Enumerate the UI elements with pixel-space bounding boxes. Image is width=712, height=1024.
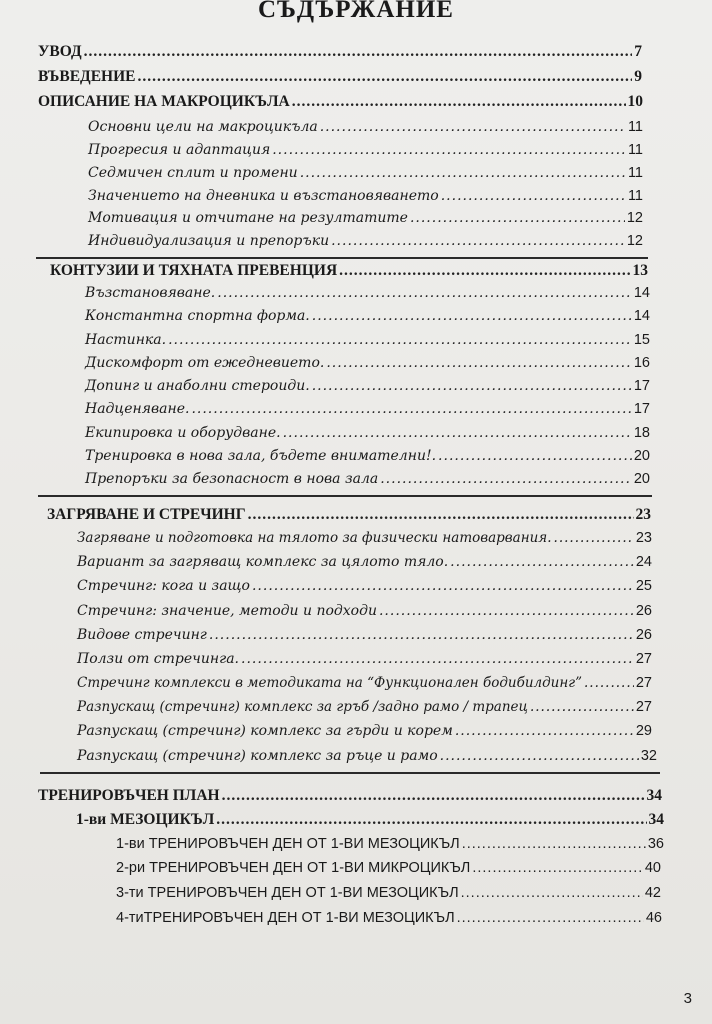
leader-dots [472,860,643,876]
toc-item[interactable] [88,119,643,135]
toc-entry-label: Значението на дневника и възстановяването [88,188,439,204]
toc-item[interactable] [85,378,650,394]
leader-dots [217,285,632,301]
leader-dots [440,748,639,764]
toc-entry-label: Възстановяване. [85,285,216,301]
leader-dots [457,910,644,926]
toc-entry-page: 27 [635,699,652,715]
toc-entry-page: 26 [635,627,652,643]
toc-title: СЪДЪРЖАНИЕ [258,0,454,23]
toc-item[interactable] [85,401,650,417]
toc-item[interactable] [88,210,643,226]
toc-entry-page: 11 [627,142,643,158]
leader-dots [241,651,634,667]
toc-item[interactable] [77,554,652,570]
toc-entry-page: 23 [635,506,651,523]
toc-entry-page: 27 [635,651,652,667]
leader-dots [450,554,634,570]
leader-dots [252,578,634,594]
toc-entry-label: ВЪВЕДЕНИЕ [38,68,136,85]
toc-entry-page: 23 [635,530,652,546]
toc-item[interactable] [88,165,643,181]
toc-entry-page: 27 [635,675,652,691]
leader-dots [216,811,646,829]
leader-dots [222,787,645,805]
leader-dots [462,836,646,852]
toc-entry-label: Вариант за загряващ комплекс за цялото тяло. [77,554,449,570]
toc-entry-label: Видове стречинг [77,627,207,643]
section-divider [36,257,648,259]
toc-item[interactable] [85,425,650,441]
toc-entry-label: 1-ви ТРЕНИРОВЪЧЕН ДЕН ОТ 1-ВИ МЕЗОЦИКЪЛ [116,836,460,852]
toc-entry-label: Настинка. [85,332,167,348]
toc-entry-label: Стречинг: значение, методи и подходи [77,603,377,619]
toc-entry-label: УВОД [38,43,82,60]
toc-item[interactable] [77,723,652,739]
toc-entry-page: 17 [633,401,650,417]
leader-dots [272,142,626,158]
toc-entry-page: 15 [633,332,650,348]
toc-entry-page: 9 [634,68,642,85]
toc-entry-page: 10 [627,93,643,110]
leader-dots [331,233,625,249]
toc-section-training-plan[interactable] [38,787,662,805]
toc-entry-label: Надценяване. [85,401,190,417]
toc-entry-page: 34 [648,811,664,828]
page-number: 3 [683,990,692,1007]
toc-entry-page: 20 [633,448,650,464]
toc-item[interactable] [85,308,650,324]
toc-entry-label: Загряване и подготовка на тялото за физически натоварвания. [77,530,552,546]
toc-entry-label: 2-ри ТРЕНИРОВЪЧЕН ДЕН ОТ 1-ВИ МИКРОЦИКЪЛ [116,860,471,876]
toc-entry-page: 16 [633,355,650,371]
toc-entry-page: 14 [633,285,650,301]
toc-item[interactable] [77,675,652,691]
toc-entry-label: Разпускащ (стречинг) комплекс за гърди и корем [77,723,453,739]
toc-item[interactable] [85,448,650,464]
toc-entry-label: Препоръки за безопасност в нова зала [85,471,379,487]
toc-item[interactable] [85,332,650,348]
toc-entry-label: Прогресия и адаптация [88,142,271,158]
toc-entry-page: 17 [633,378,650,394]
toc-day-item[interactable] [116,910,662,926]
section-divider [38,495,652,497]
leader-dots [84,43,633,61]
leader-dots [292,93,626,111]
toc-entry-page: 32 [640,748,657,764]
toc-item[interactable] [88,142,643,158]
toc-entry-label: КОНТУЗИИ И ТЯХНАТА ПРЕВЕНЦИЯ [50,262,338,279]
toc-entry-page: 25 [635,578,652,594]
toc-entry-page: 13 [632,262,648,279]
toc-item[interactable] [77,578,652,594]
leader-dots [320,119,626,135]
toc-item[interactable] [88,188,643,204]
toc-entry-page: 36 [647,836,664,852]
toc-item[interactable] [77,748,657,764]
toc-entry-page: 26 [635,603,652,619]
toc-entry-label: ОПИСАНИЕ НА МАКРОЦИКЪЛА [38,93,290,110]
leader-dots [554,530,634,546]
leader-dots [441,188,626,204]
leader-dots [209,627,634,643]
toc-entry-page: 42 [644,885,661,901]
toc-entry-page: 11 [627,188,643,204]
leader-dots [312,378,632,394]
toc-entry-page: 7 [634,43,642,60]
toc-entry-label: Тренировка в нова зала, бъдете внимателни!. [85,448,437,464]
toc-day-item[interactable] [116,860,661,876]
leader-dots [455,723,634,739]
toc-entry-label: Ползи от стречинга. [77,651,239,667]
toc-entry-page: 12 [626,233,643,249]
toc-entry-label: Допинг и анаболни стероиди. [85,378,310,394]
toc-section-macrocycle[interactable] [38,93,643,111]
toc-entry-label: Стречинг комплекси в методиката на “Функционален бодибилдинг” [77,675,582,691]
toc-entry-page: 40 [644,860,661,876]
toc-entry-label: ТРЕНИРОВЪЧЕН ПЛАН [38,787,220,804]
toc-entry-page: 12 [626,210,643,226]
leader-dots [410,210,625,226]
toc-entry-label: Разпускащ (стречинг) комплекс за гръб /задно рамо / трапец [77,699,528,715]
toc-entry-page: 29 [635,723,652,739]
toc-section-mesocycle-1[interactable] [76,811,664,829]
toc-entry-label: Дискомфорт от ежедневието. [85,355,325,371]
toc-item[interactable] [77,651,652,667]
toc-entry-page: 11 [627,165,643,181]
toc-entry-page: 11 [627,119,643,135]
toc-section-intro[interactable] [38,43,642,61]
leader-dots [380,471,632,487]
leader-dots [584,675,634,691]
toc-entry-label: Константна спортна форма. [85,308,310,324]
leader-dots [312,308,632,324]
toc-entry-label: Мотивация и отчитане на резултатите [88,210,408,226]
leader-dots [461,885,643,901]
toc-entry-page: 34 [646,787,662,804]
leader-dots [248,506,634,524]
toc-entry-label: 4-тиТРЕНИРОВЪЧЕН ДЕН ОТ 1-ВИ МЕЗОЦИКЪЛ [116,910,455,926]
toc-item[interactable] [77,530,652,546]
toc-entry-page: 24 [635,554,652,570]
toc-item[interactable] [85,285,650,301]
toc-entry-label: Основни цели на макроцикъла [88,119,318,135]
toc-entry-label: ЗАГРЯВАНЕ И СТРЕЧИНГ [47,506,246,523]
leader-dots [339,262,630,280]
toc-section-warmup[interactable] [47,506,651,524]
leader-dots [168,332,632,348]
toc-item[interactable] [88,233,643,249]
leader-dots [438,448,632,464]
leader-dots [326,355,632,371]
toc-entry-page: 20 [633,471,650,487]
leader-dots [138,68,633,86]
toc-day-item[interactable] [116,836,664,852]
toc-item[interactable] [77,699,652,715]
toc-item[interactable] [77,627,652,643]
toc-entry-label: Екипировка и оборудване. [85,425,281,441]
leader-dots [379,603,634,619]
toc-section-injuries[interactable] [50,262,648,280]
leader-dots [283,425,632,441]
section-divider [40,772,660,774]
leader-dots [191,401,631,417]
toc-item[interactable] [77,603,652,619]
toc-entry-label: Разпускащ (стречинг) комплекс за ръце и рамо [77,748,438,764]
toc-entry-page: 18 [633,425,650,441]
toc-entry-label: 3-ти ТРЕНИРОВЪЧЕН ДЕН ОТ 1-ВИ МЕЗОЦИКЪЛ [116,885,459,901]
leader-dots [300,165,626,181]
toc-item[interactable] [85,471,650,487]
toc-entry-label: Стречинг: кога и защо [77,578,250,594]
toc-entry-page: 46 [645,910,662,926]
toc-section-introduction[interactable] [38,68,642,86]
toc-item[interactable] [85,355,650,371]
toc-entry-page: 14 [633,308,650,324]
toc-entry-label: Седмичен сплит и промени [88,165,298,181]
leader-dots [530,699,634,715]
toc-day-item[interactable] [116,885,661,901]
toc-entry-label: 1-ви МЕЗОЦИКЪЛ [76,811,215,828]
toc-entry-label: Индивидуализация и препоръки [88,233,330,249]
